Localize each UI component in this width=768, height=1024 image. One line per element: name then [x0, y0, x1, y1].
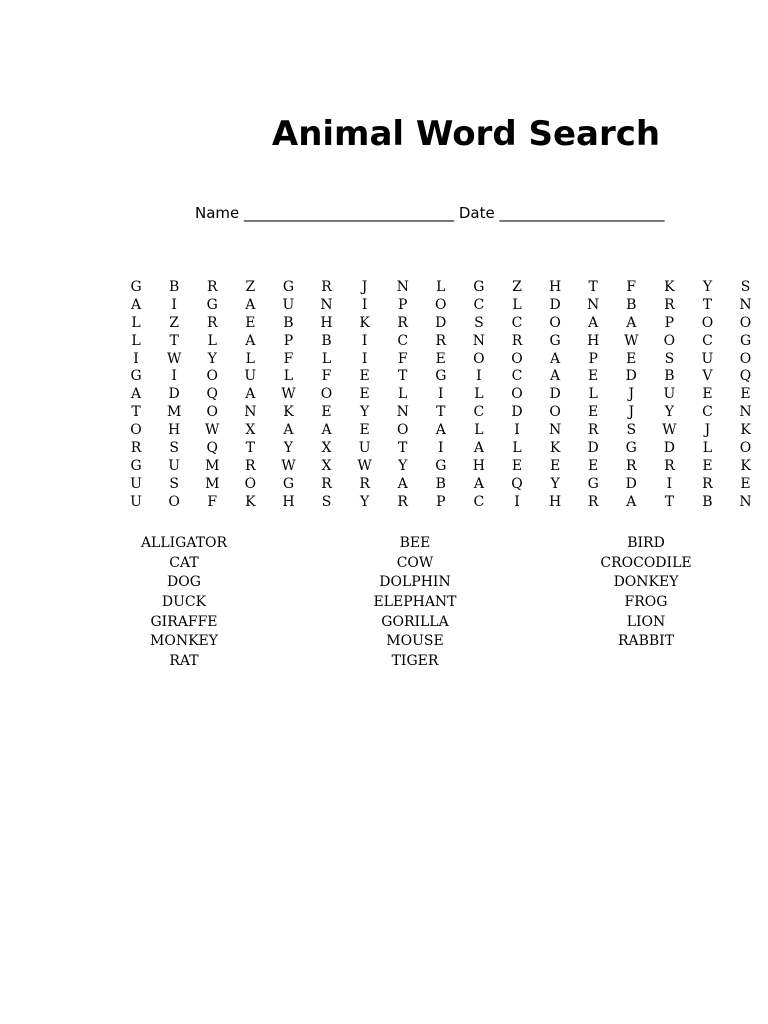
- grid-letter: A: [321, 422, 332, 439]
- grid-letter: R: [664, 296, 675, 313]
- grid-letter: R: [435, 332, 447, 349]
- grid-letter: C: [473, 493, 485, 510]
- grid-row: [117, 368, 768, 386]
- grid-letter: L: [474, 422, 484, 439]
- grid-letter: H: [320, 314, 333, 331]
- grid-letter: E: [740, 475, 751, 492]
- grid-letter: D: [625, 475, 637, 492]
- grid-letter: X: [321, 440, 332, 457]
- grid-row: [117, 279, 768, 297]
- grid-letter: Y: [283, 440, 294, 457]
- grid-letter: B: [435, 475, 446, 492]
- grid-letter: C: [473, 404, 485, 421]
- grid-letter: O: [168, 493, 180, 510]
- grid-letter: E: [740, 386, 751, 403]
- grid-letter: I: [171, 368, 177, 385]
- grid-letter: J: [704, 422, 711, 439]
- grid-letter: W: [205, 422, 220, 439]
- grid-letter: S: [664, 350, 675, 367]
- grid-letter: X: [245, 422, 256, 439]
- grid-letter: C: [511, 314, 523, 331]
- grid-letter: A: [550, 350, 561, 367]
- grid-letter: B: [664, 368, 675, 385]
- grid-letter: O: [739, 350, 752, 367]
- grid-letter: L: [131, 314, 141, 331]
- grid-letter: D: [587, 440, 599, 457]
- grid-letter: C: [511, 368, 523, 385]
- grid-letter: A: [435, 422, 446, 439]
- grid-letter: K: [549, 440, 561, 457]
- word-list-item: LION: [626, 613, 666, 630]
- grid-letter: L: [207, 332, 217, 349]
- grid-letter: R: [321, 279, 332, 295]
- grid-letter: W: [357, 457, 372, 474]
- word-list-item: ELEPHANT: [373, 594, 457, 611]
- grid-letter: J: [361, 279, 368, 295]
- grid-letter: S: [321, 493, 332, 510]
- name-blank: ____________________________: [244, 204, 455, 222]
- grid-letter: W: [281, 386, 296, 403]
- grid-letter: X: [321, 457, 332, 474]
- grid-letter: O: [701, 314, 714, 331]
- word-list-item: DUCK: [161, 594, 207, 611]
- grid-letter: E: [359, 422, 370, 439]
- grid-letter: R: [625, 457, 637, 474]
- grid-letter: N: [244, 404, 257, 421]
- grid-letter: D: [511, 404, 523, 421]
- grid-letter: E: [321, 404, 332, 421]
- grid-letter: C: [702, 332, 713, 349]
- grid-letter: D: [663, 440, 675, 457]
- grid-letter: O: [473, 350, 485, 367]
- grid-letter: R: [206, 314, 218, 331]
- grid-letter: W: [281, 457, 296, 474]
- grid-letter: I: [133, 350, 139, 367]
- grid-letter: L: [283, 368, 294, 385]
- grid-letter: E: [702, 457, 713, 474]
- name-label: Name: [195, 204, 240, 222]
- grid-letter: H: [548, 279, 562, 295]
- date-blank: ______________________: [499, 204, 665, 222]
- grid-letter: R: [664, 457, 675, 474]
- grid-letter: I: [476, 368, 482, 385]
- grid-letter: H: [168, 422, 181, 439]
- grid-letter: N: [396, 279, 409, 295]
- grid-letter: T: [436, 404, 446, 421]
- page-title: Animal Word Search: [271, 114, 661, 154]
- grid-letter: E: [359, 368, 370, 385]
- grid-letter: C: [702, 404, 713, 421]
- grid-letter: A: [473, 440, 484, 457]
- grid-letter: A: [550, 368, 561, 385]
- word-list-item: MOUSE: [386, 633, 444, 650]
- grid-letter: D: [435, 314, 447, 331]
- grid-letter: R: [321, 475, 332, 492]
- grid-letter: B: [702, 493, 713, 510]
- grid-letter: G: [739, 332, 752, 349]
- word-list-item: COW: [396, 554, 434, 571]
- grid-row: [117, 351, 768, 369]
- grid-letter: T: [664, 493, 675, 510]
- grid-row: [117, 494, 768, 512]
- grid-letter: L: [321, 350, 332, 367]
- grid-letter: Y: [664, 404, 674, 421]
- grid-letter: H: [548, 493, 562, 510]
- grid-letter: T: [245, 440, 255, 457]
- grid-letter: L: [474, 386, 484, 403]
- grid-letter: V: [702, 368, 713, 385]
- grid-letter: C: [397, 332, 409, 349]
- grid-letter: H: [587, 332, 600, 349]
- name-date-line: [195, 203, 664, 223]
- grid-letter: O: [244, 475, 257, 492]
- word-list-item: RAT: [169, 653, 199, 670]
- grid-row: [117, 476, 768, 494]
- word-list-item: RABBIT: [617, 633, 675, 650]
- grid-letter: A: [473, 475, 484, 492]
- grid-letter: L: [512, 440, 522, 457]
- grid-letter: K: [664, 279, 675, 295]
- grid-letter: I: [514, 493, 520, 510]
- grid-letter: G: [282, 279, 295, 295]
- grid-letter: Z: [245, 279, 256, 295]
- grid-row: [117, 333, 768, 351]
- grid-letter: E: [588, 457, 599, 474]
- grid-letter: E: [245, 314, 256, 331]
- word-list-item: BEE: [399, 535, 431, 551]
- word-list-item: MONKEY: [150, 633, 218, 650]
- grid-letter: U: [358, 440, 371, 457]
- grid-letter: T: [702, 296, 713, 313]
- grid-letter: R: [206, 279, 218, 295]
- grid-letter: R: [511, 332, 523, 349]
- grid-letter: E: [588, 404, 599, 421]
- grid-letter: S: [169, 440, 179, 457]
- word-list-item: ALLIGATOR: [140, 535, 228, 551]
- word-list-item: DOG: [167, 574, 201, 591]
- date-label: Date: [458, 204, 495, 222]
- grid-letter: U: [168, 457, 181, 474]
- grid-letter: W: [166, 350, 182, 367]
- grid-letter: L: [588, 386, 598, 403]
- grid-letter: B: [626, 296, 637, 313]
- grid-letter: S: [474, 314, 484, 331]
- grid-letter: M: [166, 404, 182, 421]
- grid-letter: S: [740, 279, 751, 295]
- grid-letter: R: [397, 314, 408, 331]
- grid-letter: L: [436, 279, 446, 295]
- grid-letter: G: [206, 296, 218, 313]
- grid-letter: R: [245, 457, 256, 474]
- grid-letter: I: [361, 296, 368, 313]
- grid-letter: I: [666, 475, 673, 492]
- grid-letter: G: [435, 368, 447, 385]
- grid-letter: A: [245, 296, 256, 313]
- grid-letter: D: [549, 296, 561, 313]
- grid-letter: S: [626, 422, 637, 439]
- word-list-item: BIRD: [627, 535, 665, 551]
- grid-row: [117, 315, 768, 333]
- grid-row: [117, 404, 768, 422]
- grid-letter: L: [398, 386, 408, 403]
- grid-letter: U: [130, 493, 142, 510]
- grid-letter: F: [626, 279, 637, 295]
- grid-letter: R: [130, 440, 142, 457]
- grid-letter: B: [168, 279, 180, 295]
- grid-letter: J: [628, 386, 635, 403]
- word-list-item: CROCODILE: [600, 554, 692, 571]
- grid-letter: E: [588, 368, 599, 385]
- grid-letter: D: [625, 368, 637, 385]
- grid-row: [117, 297, 768, 315]
- grid-letter: G: [130, 368, 142, 385]
- word-list-column-3: [566, 534, 726, 652]
- grid-letter: I: [171, 296, 177, 313]
- grid-letter: G: [130, 457, 142, 474]
- grid-letter: T: [169, 332, 179, 349]
- grid-letter: A: [245, 332, 256, 349]
- grid-letter: E: [549, 457, 561, 474]
- grid-letter: G: [282, 475, 295, 492]
- grid-letter: N: [320, 296, 333, 313]
- grid-letter: L: [131, 332, 141, 349]
- grid-row: [117, 458, 768, 476]
- grid-letter: T: [588, 279, 598, 295]
- grid-letter: R: [359, 475, 370, 492]
- grid-letter: E: [435, 350, 446, 367]
- grid-letter: G: [549, 332, 561, 349]
- grid-letter: G: [130, 279, 142, 295]
- grid-letter: U: [663, 386, 676, 403]
- grid-letter: Z: [169, 314, 179, 331]
- grid-letter: T: [398, 368, 408, 385]
- grid-letter: O: [396, 422, 409, 439]
- grid-letter: C: [473, 296, 485, 313]
- grid-letter: L: [702, 440, 713, 457]
- grid-letter: E: [626, 350, 637, 367]
- grid-letter: S: [169, 475, 179, 492]
- grid-letter: A: [130, 386, 142, 403]
- letter-grid: [117, 279, 768, 512]
- word-list-item: FROG: [624, 594, 668, 611]
- grid-letter: N: [587, 296, 600, 313]
- grid-letter: U: [701, 350, 714, 367]
- grid-letter: P: [588, 350, 598, 367]
- grid-letter: N: [548, 422, 562, 439]
- word-list-item: CAT: [169, 554, 199, 571]
- grid-letter: H: [282, 493, 295, 510]
- grid-letter: D: [549, 386, 561, 403]
- grid-letter: Y: [398, 457, 408, 474]
- grid-letter: O: [511, 350, 523, 367]
- grid-letter: K: [245, 493, 256, 510]
- grid-letter: U: [130, 475, 142, 492]
- grid-letter: K: [359, 314, 370, 331]
- grid-letter: R: [397, 493, 408, 510]
- grid-letter: A: [588, 314, 599, 331]
- grid-letter: P: [397, 296, 408, 313]
- grid-letter: T: [131, 404, 141, 421]
- word-list-item: TIGER: [391, 653, 439, 670]
- grid-letter: Y: [207, 350, 217, 367]
- grid-letter: O: [320, 386, 333, 403]
- grid-letter: Q: [206, 386, 218, 403]
- grid-letter: G: [435, 457, 447, 474]
- grid-letter: M: [205, 457, 220, 474]
- grid-letter: A: [397, 475, 408, 492]
- grid-letter: F: [283, 350, 294, 367]
- grid-letter: O: [206, 404, 218, 421]
- grid-letter: W: [624, 332, 639, 349]
- grid-letter: O: [739, 440, 752, 457]
- grid-row: [117, 440, 768, 458]
- grid-letter: H: [472, 457, 485, 474]
- grid-letter: J: [628, 404, 635, 421]
- grid-letter: O: [549, 314, 561, 331]
- grid-letter: O: [663, 332, 676, 349]
- grid-letter: G: [473, 279, 485, 295]
- grid-letter: G: [587, 475, 599, 492]
- grid-letter: N: [739, 493, 752, 510]
- grid-letter: I: [438, 386, 444, 403]
- grid-letter: A: [245, 386, 256, 403]
- grid-letter: Q: [739, 368, 752, 385]
- grid-letter: R: [587, 422, 599, 439]
- grid-letter: O: [435, 296, 447, 313]
- grid-letter: L: [512, 296, 522, 313]
- grid-letter: K: [740, 422, 751, 439]
- grid-letter: O: [511, 386, 523, 403]
- grid-letter: K: [740, 457, 751, 474]
- grid-letter: N: [739, 296, 752, 313]
- grid-letter: I: [514, 422, 520, 439]
- grid-letter: G: [625, 440, 637, 457]
- word-list-item: DOLPHIN: [379, 574, 451, 591]
- grid-row: [117, 422, 768, 440]
- word-list-item: DONKEY: [613, 574, 679, 591]
- grid-letter: F: [207, 493, 218, 510]
- grid-letter: P: [664, 314, 675, 331]
- grid-letter: I: [361, 332, 368, 349]
- grid-letter: F: [321, 368, 332, 385]
- grid-row: [117, 386, 768, 404]
- grid-letter: O: [206, 368, 218, 385]
- grid-letter: B: [321, 332, 332, 349]
- grid-letter: U: [282, 296, 295, 313]
- word-list-item: GIRAFFE: [150, 613, 218, 630]
- grid-letter: Y: [702, 279, 713, 295]
- grid-letter: P: [436, 493, 446, 510]
- grid-letter: N: [472, 332, 486, 349]
- grid-letter: E: [359, 386, 370, 403]
- grid-letter: Z: [512, 279, 522, 295]
- grid-letter: E: [702, 386, 713, 403]
- word-list-item: GORILLA: [381, 613, 449, 630]
- grid-letter: I: [438, 440, 444, 457]
- grid-letter: O: [549, 404, 561, 421]
- grid-letter: A: [283, 422, 294, 439]
- grid-letter: A: [130, 296, 142, 313]
- grid-letter: R: [587, 493, 599, 510]
- grid-letter: O: [130, 422, 142, 439]
- grid-letter: E: [511, 457, 523, 474]
- grid-letter: K: [283, 404, 294, 421]
- grid-letter: O: [739, 314, 752, 331]
- grid-letter: Y: [359, 493, 370, 510]
- grid-letter: I: [361, 350, 368, 367]
- grid-letter: A: [626, 493, 637, 510]
- grid-letter: Q: [206, 440, 218, 457]
- grid-letter: Y: [359, 404, 370, 421]
- grid-letter: U: [244, 368, 257, 385]
- word-list-column-2: [335, 534, 495, 672]
- grid-letter: F: [397, 350, 408, 367]
- grid-letter: P: [283, 332, 294, 349]
- grid-letter: N: [739, 404, 752, 421]
- grid-letter: Q: [511, 475, 523, 492]
- grid-letter: T: [398, 440, 408, 457]
- grid-letter: A: [626, 314, 637, 331]
- grid-letter: W: [662, 422, 677, 439]
- grid-letter: M: [205, 475, 220, 492]
- word-list-column-1: [104, 534, 264, 672]
- grid-letter: D: [168, 386, 180, 403]
- grid-letter: L: [245, 350, 255, 367]
- grid-letter: B: [283, 314, 294, 331]
- grid-letter: R: [702, 475, 713, 492]
- grid-letter: N: [396, 404, 409, 421]
- grid-letter: Y: [550, 475, 560, 492]
